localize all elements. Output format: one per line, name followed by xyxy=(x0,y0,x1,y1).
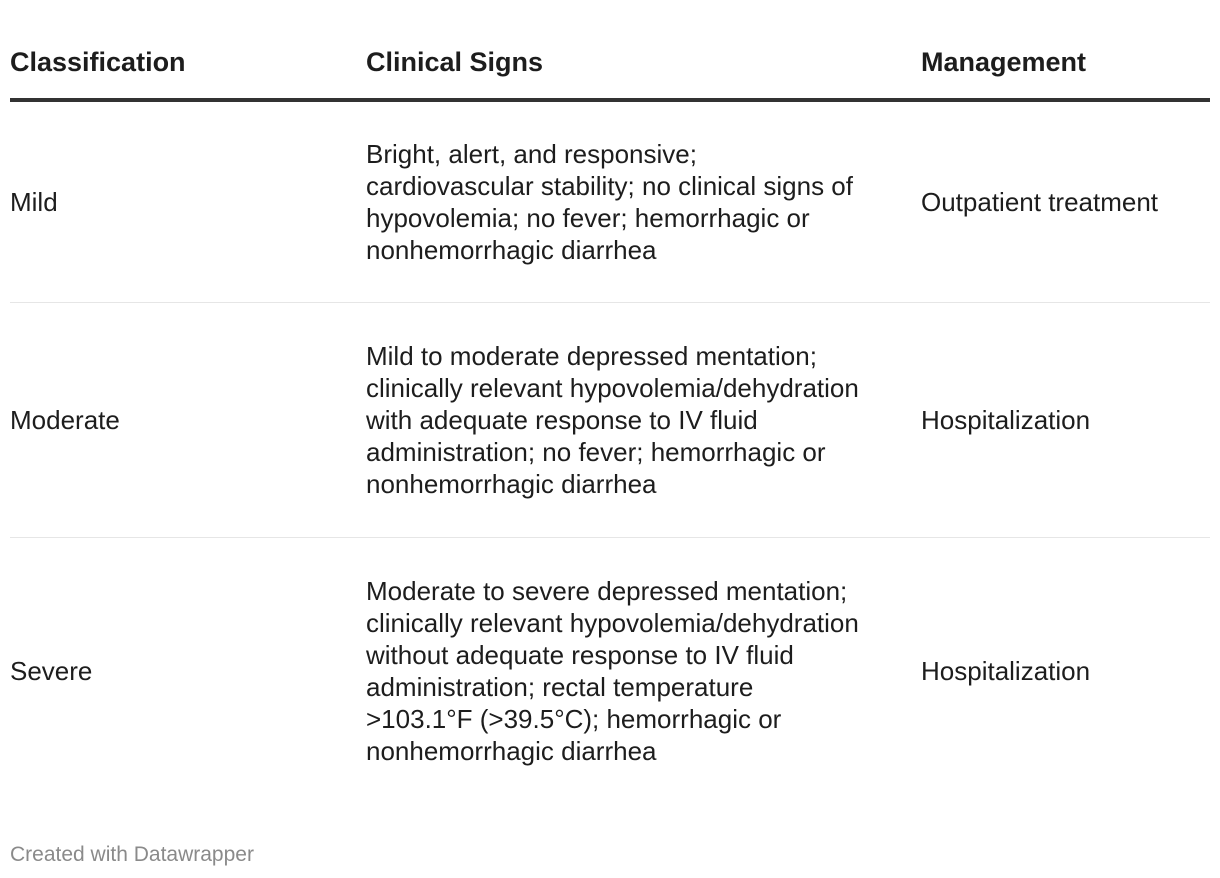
clinical-signs-text: Moderate to severe depressed mentation; clinically relevant hypovolemia/dehydration without adequate response to IV fluid administration; rectal temperature >103.1°F (>39.5°C); hemorrhagic or nonhemorrhagic diarrhea xyxy=(366,576,859,766)
table-header xyxy=(10,38,1210,100)
cell-classification xyxy=(10,303,366,538)
classification-text: Severe xyxy=(10,656,93,686)
cell-clinical-signs xyxy=(366,100,921,303)
cell-classification xyxy=(10,538,366,805)
column-header-classification: Classification xyxy=(10,38,366,100)
management-text: Hospitalization xyxy=(921,656,1091,686)
management-text: Outpatient treatment xyxy=(921,187,1159,217)
cell-management xyxy=(921,538,1210,805)
datawrapper-credit: Created with Datawrapper xyxy=(10,843,254,866)
clinical-signs-text: Bright, alert, and responsive; cardiovascular stability; no clinical signs of hypovolemia; no fever; hemorrhagic or nonhemorrhagic diarrhea xyxy=(366,139,853,265)
classification-table-container xyxy=(10,38,1210,804)
cell-management xyxy=(921,100,1210,303)
classification-text: Moderate xyxy=(10,405,120,435)
table-row-severe xyxy=(10,538,1210,805)
cell-classification xyxy=(10,100,366,303)
management-text: Hospitalization xyxy=(921,405,1091,435)
cell-clinical-signs xyxy=(366,303,921,538)
table-row-mild xyxy=(10,100,1210,303)
cell-management xyxy=(921,303,1210,538)
header-row xyxy=(10,38,1210,100)
clinical-signs-text: Mild to moderate depressed mentation; clinically relevant hypovolemia/dehydration with adequate response to IV fluid administration; no fever; hemorrhagic or nonhemorrhagic diarrhea xyxy=(366,341,859,499)
classification-text: Mild xyxy=(10,187,58,217)
column-header-clinical-signs: Clinical Signs xyxy=(366,38,921,100)
table-body xyxy=(10,100,1210,804)
table-row-moderate xyxy=(10,303,1210,538)
classification-table xyxy=(10,38,1210,804)
cell-clinical-signs xyxy=(366,538,921,805)
column-header-management: Management xyxy=(921,38,1210,100)
